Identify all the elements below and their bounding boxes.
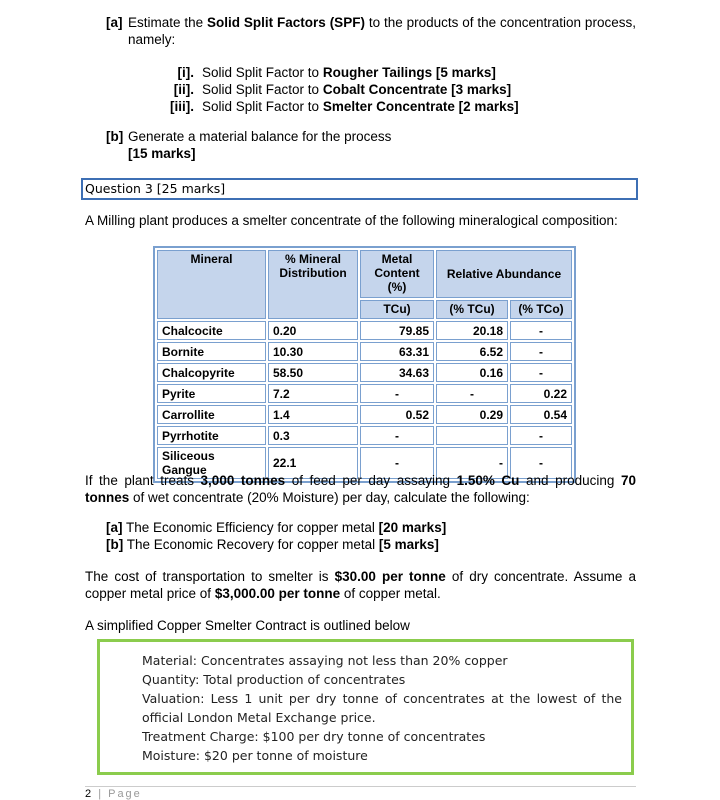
q-a-spf-paren: (SPF) xyxy=(329,15,365,30)
header-metal-content: Metal Content (%) xyxy=(360,250,434,298)
contract-material: Material: Concentrates assaying not less than 20% copper xyxy=(142,653,508,668)
subitem-target: Cobalt Concentrate xyxy=(322,82,448,97)
cell-rel-tcu: 6.52 xyxy=(436,342,508,361)
calc-text: The Economic Recovery for copper metal xyxy=(126,537,376,552)
q-a-post: to the products of the concentration process, namely: xyxy=(128,15,636,47)
calc-text: The Economic Efficiency for copper metal xyxy=(126,520,375,535)
subitem-text: Solid Split Factor to xyxy=(202,65,320,80)
q-a-pre: Estimate the xyxy=(128,15,204,30)
cell-dist: 7.2 xyxy=(268,384,358,403)
copper-price: $3,000.00 per tonne xyxy=(214,586,341,601)
cell-tcu: 79.85 xyxy=(360,321,434,340)
plant-text-3: and producing xyxy=(526,473,615,488)
cell-rel-tco: - xyxy=(510,426,572,445)
cell-rel-tcu: - xyxy=(436,447,508,479)
cell-rel-tco: 0.22 xyxy=(510,384,572,403)
subitem-marks: [5 marks] xyxy=(435,65,496,80)
table-row xyxy=(157,384,572,403)
question-b-text: Generate a material balance for the process xyxy=(128,129,392,144)
question-a-text xyxy=(128,14,636,48)
cell-rel-tco: 0.54 xyxy=(510,405,572,424)
cell-tcu: - xyxy=(360,447,434,479)
subitem-marks: [2 marks] xyxy=(458,99,519,114)
subitem-text: Solid Split Factor to xyxy=(202,99,320,114)
page-label: | Page xyxy=(98,788,142,800)
cell-dist: 0.20 xyxy=(268,321,358,340)
question-3-heading: Question 3 [25 marks] xyxy=(81,178,638,200)
list-item xyxy=(106,536,446,553)
cell-mineral: Carrollite xyxy=(157,405,266,424)
concentrate-tonnes: 70 tonnes xyxy=(85,473,636,505)
cell-dist: 10.30 xyxy=(268,342,358,361)
table-row xyxy=(157,342,572,361)
question-b xyxy=(106,128,391,162)
calc-marks: [5 marks] xyxy=(378,537,439,552)
feed-assay: 1.50% Cu xyxy=(456,473,520,488)
calc-tag: [b] xyxy=(106,537,124,552)
cell-rel-tcu xyxy=(436,426,508,445)
calc-marks: [20 marks] xyxy=(378,520,447,535)
header-rel-tcu: (% TCu) xyxy=(436,300,508,319)
cost-text-3: of copper metal. xyxy=(343,586,441,601)
question-b-tag: [b] xyxy=(106,129,124,144)
plant-text-2: of feed per day assaying xyxy=(291,473,451,488)
cell-tcu: 34.63 xyxy=(360,363,434,382)
cell-rel-tco: - xyxy=(510,447,572,479)
cell-rel-tcu: 0.16 xyxy=(436,363,508,382)
subitem-number: [ii]. xyxy=(173,82,194,97)
contract-treatment-charge: Treatment Charge: $100 per dry tonne of concentrates xyxy=(142,729,486,744)
cell-tcu: 63.31 xyxy=(360,342,434,361)
cost-paragraph xyxy=(85,568,636,602)
question-b-marks: [15 marks] xyxy=(128,146,196,161)
question-a xyxy=(106,14,636,48)
cell-dist: 0.3 xyxy=(268,426,358,445)
cell-dist: 58.50 xyxy=(268,363,358,382)
page-footer xyxy=(85,788,142,800)
header-mineral: Mineral xyxy=(157,250,266,319)
cell-rel-tcu: - xyxy=(436,384,508,403)
cost-text-1: The cost of transportation to smelter is xyxy=(85,569,329,584)
intro-text: A Milling plant produces a smelter concentrate of the following mineralogical composition: xyxy=(85,213,618,228)
subitem-list xyxy=(150,64,519,115)
cell-rel-tco: - xyxy=(510,321,572,340)
list-item xyxy=(150,64,519,81)
plant-text-1: If the plant treats xyxy=(85,473,194,488)
subitem-target: Smelter Concentrate xyxy=(322,99,455,114)
transport-cost: $30.00 per tonne xyxy=(334,569,446,584)
calc-list xyxy=(106,519,446,553)
header-rel-tco: (% TCo) xyxy=(510,300,572,319)
cell-mineral: Pyrite xyxy=(157,384,266,403)
header-tcu: TCu) xyxy=(360,300,434,319)
cell-tcu: 0.52 xyxy=(360,405,434,424)
plant-text-4: of wet concentrate (20% Moisture) per day, calculate the following: xyxy=(133,490,530,505)
contract-intro: A simplified Copper Smelter Contract is outlined below xyxy=(85,618,410,633)
header-distribution: % Mineral Distribution xyxy=(268,250,358,319)
list-item xyxy=(150,81,519,98)
calc-tag: [a] xyxy=(106,520,123,535)
cost-text-2: of dry concentrate. Assume a copper metal price of xyxy=(85,569,636,601)
contract-box xyxy=(97,639,634,775)
cell-mineral: Bornite xyxy=(157,342,266,361)
q-a-spf: Solid Split Factors xyxy=(207,15,326,30)
contract-valuation: Valuation: Less 1 unit per dry tonne of concentrates at the lowest of the official London Metal Exchange price. xyxy=(142,691,622,725)
cell-rel-tcu: 0.29 xyxy=(436,405,508,424)
table-row xyxy=(157,363,572,382)
list-item xyxy=(150,98,519,115)
cell-mineral: Chalcocite xyxy=(157,321,266,340)
cell-rel-tco: - xyxy=(510,363,572,382)
plant-paragraph xyxy=(85,472,636,506)
table-header-row xyxy=(157,250,572,298)
subitem-number: [i]. xyxy=(177,65,194,80)
contract-quantity: Quantity: Total production of concentrates xyxy=(142,672,406,687)
cell-rel-tco: - xyxy=(510,342,572,361)
header-relative-abundance: Relative Abundance xyxy=(436,250,572,298)
cell-tcu: - xyxy=(360,384,434,403)
cell-dist: 22.1 xyxy=(268,447,358,479)
footer-divider xyxy=(85,786,636,787)
table-row xyxy=(157,405,572,424)
cell-mineral: Siliceous Gangue xyxy=(157,447,266,479)
subitem-text: Solid Split Factor to xyxy=(202,82,320,97)
cell-mineral: Chalcopyrite xyxy=(157,363,266,382)
cell-dist: 1.4 xyxy=(268,405,358,424)
subitem-number: [iii]. xyxy=(170,99,194,114)
page-number: 2 xyxy=(85,788,94,800)
cell-rel-tcu: 20.18 xyxy=(436,321,508,340)
subitem-marks: [3 marks] xyxy=(451,82,512,97)
contract-moisture: Moisture: $20 per tonne of moisture xyxy=(142,748,368,763)
subitem-target: Rougher Tailings xyxy=(322,65,433,80)
question-a-tag: [a] xyxy=(106,15,123,30)
table-row xyxy=(157,426,572,445)
mineral-table xyxy=(153,246,576,483)
cell-tcu: - xyxy=(360,426,434,445)
list-item xyxy=(106,519,446,536)
feed-tonnes: 3,000 tonnes xyxy=(200,473,286,488)
cell-mineral: Pyrrhotite xyxy=(157,426,266,445)
table-row xyxy=(157,321,572,340)
